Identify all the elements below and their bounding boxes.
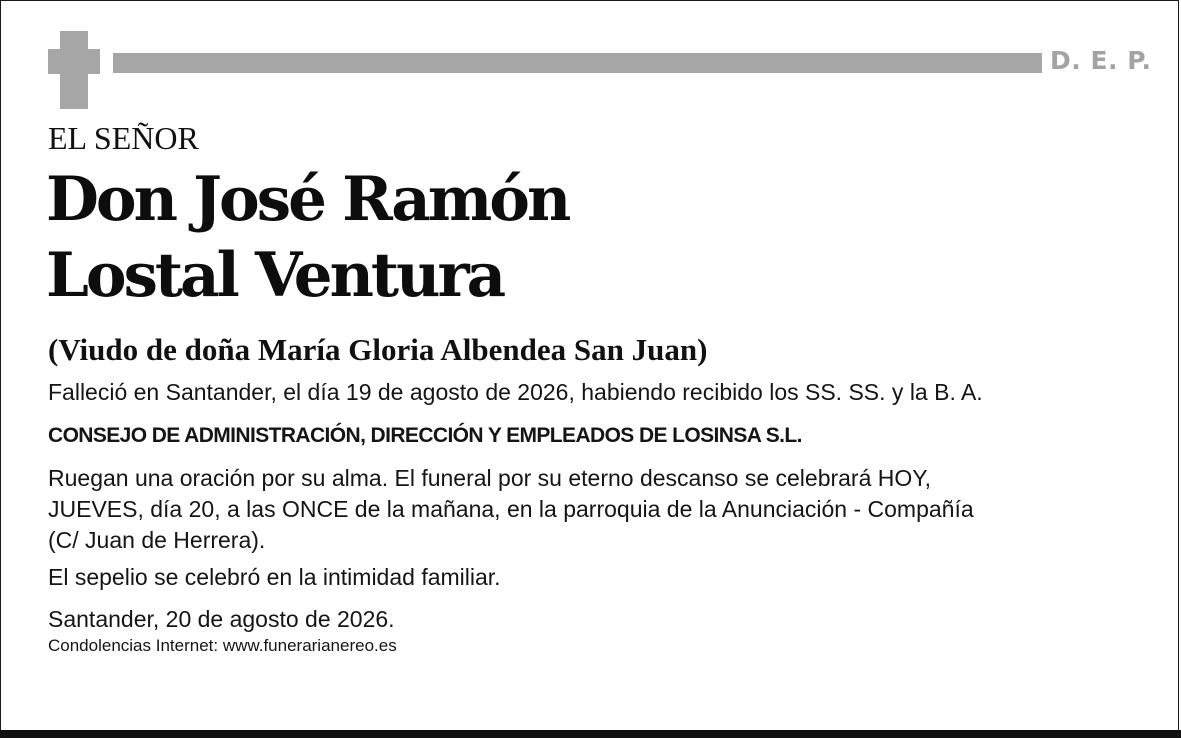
funeral-line: JUEVES, día 20, a las ONCE de la mañana, en la parroquia de la Anunciación - Compañía bbox=[48, 496, 974, 522]
death-notice: Falleció en Santander, el día 19 de agosto de 2026, habiendo recibido los SS. SS. y la B. A. bbox=[48, 379, 983, 405]
deceased-name-line2: Lostal Ventura bbox=[46, 240, 504, 311]
deceased-name-line1: Don José Ramón bbox=[46, 164, 569, 235]
dateline: Santander, 20 de agosto de 2026. bbox=[48, 606, 395, 632]
bottom-border-bar bbox=[0, 730, 1181, 738]
dep-label: D. E. P. bbox=[1050, 46, 1152, 75]
funeral-line: Ruegan una oración por su alma. El funeral por su eterno descanso se celebrará HOY, bbox=[48, 465, 932, 491]
honorific: EL SEÑOR bbox=[48, 120, 199, 156]
cross-icon bbox=[48, 31, 100, 109]
deceased-name bbox=[46, 162, 568, 314]
spouse-note: (Viudo de doña María Gloria Albendea San Juan) bbox=[48, 332, 708, 367]
funeral-paragraph bbox=[48, 463, 1148, 556]
mourners-line: CONSEJO DE ADMINISTRACIÓN, DIRECCIÓN Y EMPLEADOS DE LOSINSA S.L. bbox=[48, 424, 802, 447]
cross-horizontal-bar bbox=[48, 49, 100, 74]
header-rule bbox=[113, 53, 1042, 73]
funeral-line: (C/ Juan de Herrera). bbox=[48, 527, 266, 553]
condolences-link[interactable]: Condolencias Internet: www.funerarianereo.es bbox=[48, 636, 397, 655]
burial-note: El sepelio se celebró en la intimidad familiar. bbox=[48, 564, 501, 590]
